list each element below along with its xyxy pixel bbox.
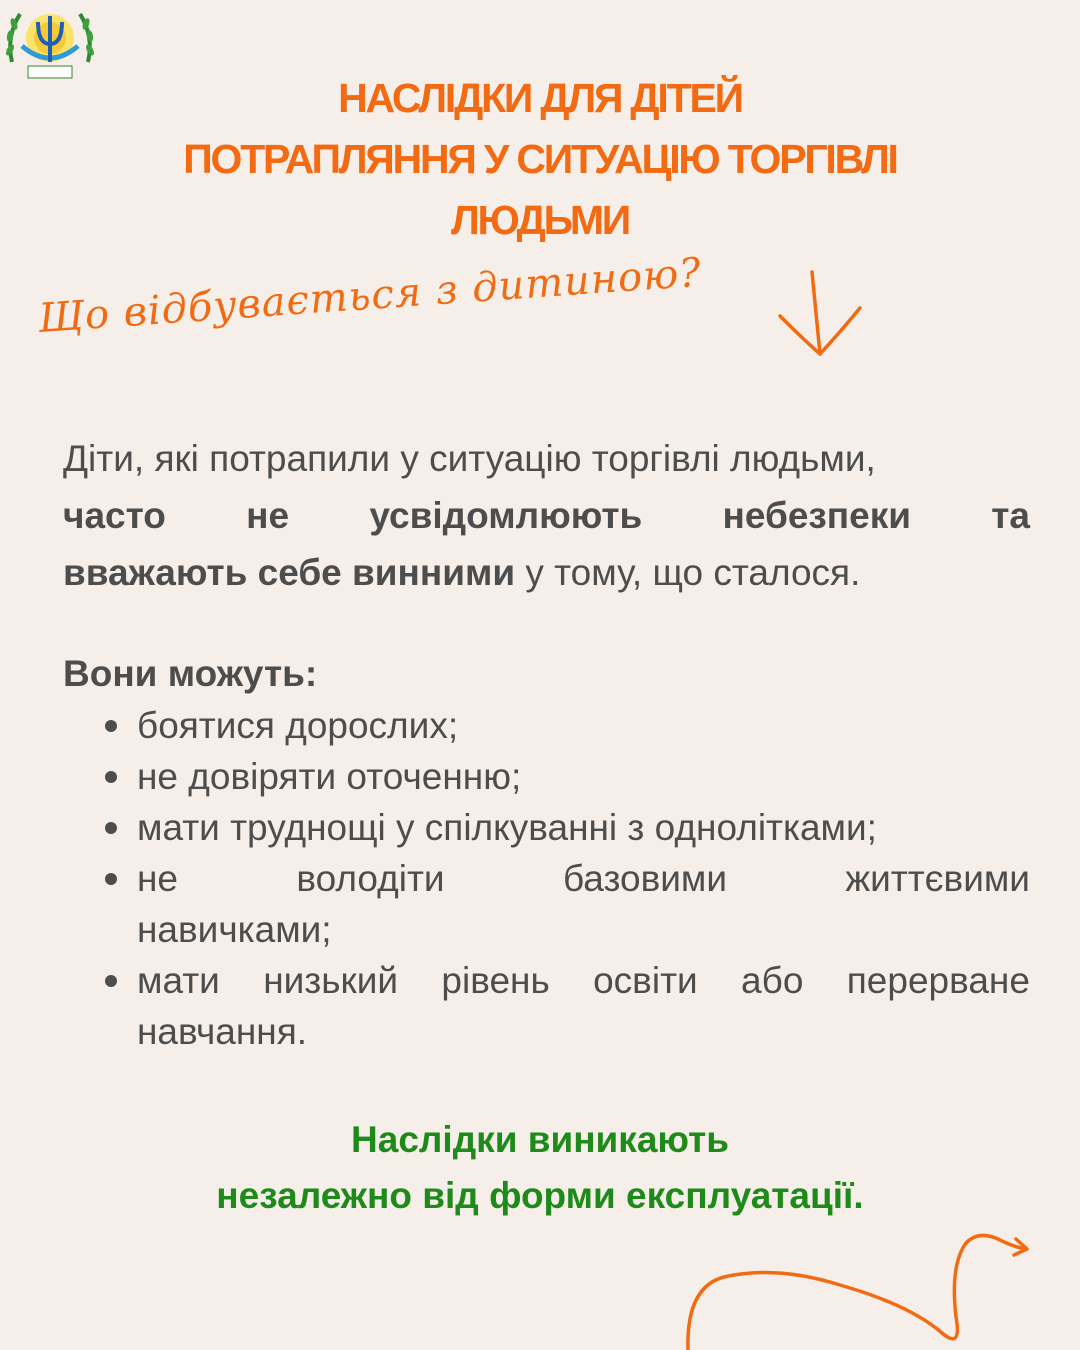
- title-line-1: НАСЛІДКИ ДЛЯ ДІТЕЙ: [338, 75, 742, 121]
- intro-word: небезпеки: [722, 495, 911, 536]
- list-word: базовими: [562, 858, 727, 899]
- squiggle-arrow-icon: [680, 1225, 1040, 1350]
- title-line-2: ПОТРАПЛЯННЯ У СИТУАЦІЮ ТОРГІВЛІ: [183, 136, 897, 182]
- list-word: або: [741, 960, 804, 1001]
- intro-word: часто: [63, 495, 166, 536]
- list-item: боятися дорослих;: [63, 700, 1030, 751]
- intro-line-1: Діти, які потрапили у ситуацію торгівлі людьми,: [63, 438, 876, 479]
- consequences-list: [63, 700, 1030, 1057]
- intro-line-3: [63, 544, 1030, 601]
- list-word: мати: [137, 960, 220, 1001]
- list-word: низький: [263, 960, 399, 1001]
- list-word: життєвими: [845, 858, 1030, 899]
- intro-bold-phrase: вважають себе винними: [63, 552, 516, 593]
- list-heading: Вони можуть:: [63, 653, 318, 694]
- intro-word: не: [246, 495, 290, 536]
- list-item-continuation: навичками;: [137, 909, 332, 950]
- list-item: мати труднощі у спілкуванні з однолітками;: [63, 802, 1030, 853]
- conclusion-line-2: незалежно від форми експлуатації.: [216, 1175, 864, 1216]
- section-subtitle: Що відбувається з дитиною?: [36, 249, 704, 342]
- intro-rest-phrase: у тому, що сталося.: [515, 552, 861, 593]
- conclusion: [60, 1112, 1020, 1224]
- intro-paragraph: [63, 430, 1030, 601]
- list-item: [63, 955, 1030, 1057]
- list-word: володіти: [296, 858, 445, 899]
- list-word: перерване: [846, 960, 1030, 1001]
- list-word: не: [137, 858, 179, 899]
- title-line-3: ЛЮДЬМИ: [450, 197, 630, 243]
- list-item: не довіряти оточенню;: [63, 751, 1030, 802]
- page-title: [60, 68, 1020, 251]
- intro-word: та: [991, 495, 1030, 536]
- list-item-continuation: навчання.: [137, 1011, 308, 1052]
- list-word: рівень: [441, 960, 550, 1001]
- list-item: [63, 853, 1030, 955]
- intro-line-2: [63, 487, 1030, 544]
- list-word: освіти: [593, 960, 698, 1001]
- intro-word: усвідомлюють: [369, 495, 643, 536]
- conclusion-line-1: Наслідки виникають: [351, 1119, 729, 1160]
- arrow-down-icon: [776, 268, 864, 360]
